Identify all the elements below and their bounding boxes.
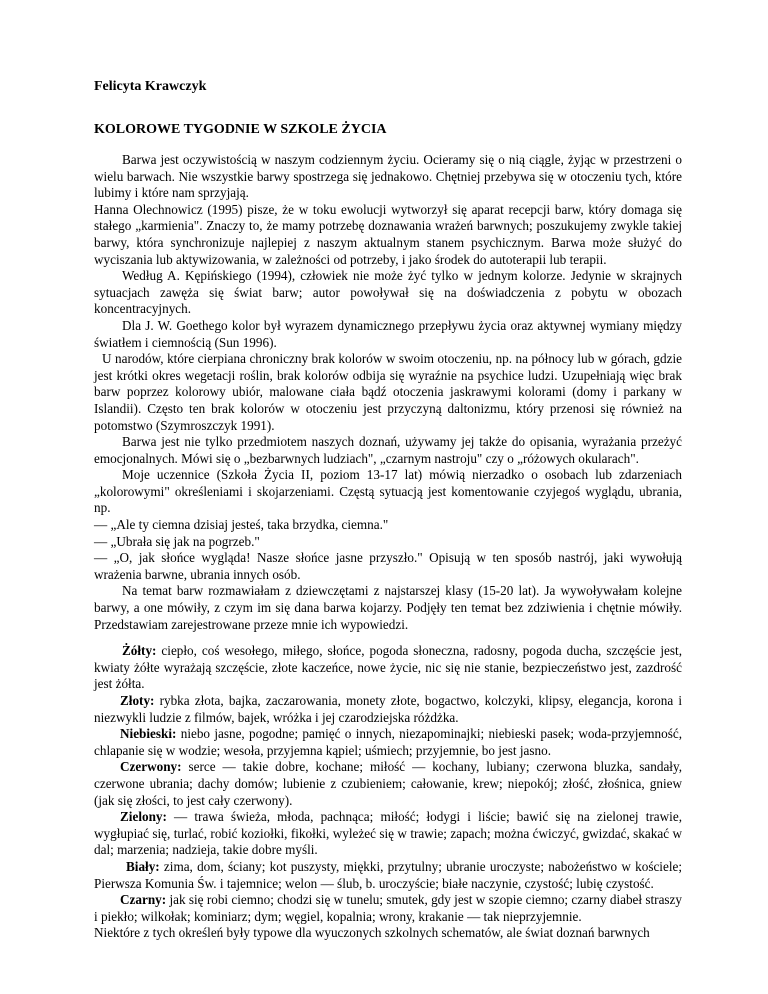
paragraph: Według A. Kępińskiego (1994), człowiek nie może żyć tylko w jednym kolorze. Jedynie w skrajnych sytuacjach zawęża się świat barw; autor powoływał się na doświadczenia z pobytu w obozach koncentracyjnych. (94, 268, 682, 317)
color-name: Biały: (126, 858, 160, 874)
spacer (94, 633, 682, 643)
final-line: Niektóre z tych określeń były typowe dla wyuczonych szkolnych schematów, ale świat doznań barwnych (94, 925, 650, 941)
color-description: ciepło, coś wesołego, miłego, słońce, pogoda słoneczna, radosny, pogoda ducha, szczęście jest, kwiaty żółte wyrażają szczęście, złote kaczeńce, nowe życie, nic się nie stanie, bezpieczeństwo jest, zazdrość jest żółta. (94, 643, 682, 692)
quote-line: — „O, jak słońce wygląda! Nasze słońce jasne przyszło." Opisują w ten sposób nastrój, jaki wywołują wrażenia barwne, ubrania innych osób. (94, 550, 682, 582)
color-description: niebo jasne, pogodne; pamięć o innych, niezapominajki; niebieski pasek; woda-przyjemność, chlapanie się w wodzie; wesoła, przyjemna kąpiel; uśmiech; przyjemnie, bo jest jasno. (94, 726, 682, 758)
author-name: Felicyta Krawczyk (94, 79, 207, 94)
color-entry (94, 643, 682, 693)
color-description: jak się robi ciemno; chodzi się w tunelu; smutek, gdy jest w szopie ciemno; czarny diabeł straszy i piekło; wilkołak; kominiarz; dym; węgiel, kopalnia; wrony, krakanie — tak nieprzyjemnie. (94, 892, 682, 924)
article-title: KOLOROWE TYGODNIE W SZKOLE ŻYCIA (94, 122, 387, 137)
color-name: Czerwony: (120, 759, 182, 775)
color-description: — trawa świeża, młoda, pachnąca; miłość; łodygi i liście; bawić się na zielonej trawie, wygłupiać się, turlać, robić koziołki, fikołki, wyleżeć się w trawie; zapach; można ćwiczyć, gwizdać, skakać w dal; marzenia; nadzieja, takie dobre myśli. (94, 809, 682, 858)
color-list (94, 643, 682, 925)
quote-line: — „Ubrała się jak na pogrzeb." (94, 533, 260, 549)
paragraph: Barwa jest oczywistością w naszym codziennym życiu. Ocieramy się o nią ciągle, żyjąc w przestrzeni o wielu barwach. Nie wszystkie barwy spostrzega się jednakowo. Chętniej przebywa się w otoczeniu tych, które lubimy i które nam sprzyjają. (94, 152, 682, 201)
paragraph: U narodów, które cierpiana chroniczny brak kolorów w swoim otoczeniu, np. na północy lub w górach, gdzie jest krótki okres wegetacji roślin, brak kolorów odbija się wyraźnie na psychice ludzi. Uzupełniają więc brak barw poprzez kolorowy ubiór, malowane ciała bądź otoczenia jaskrawymi kolorami (domy i parkany w Islandii). Często ten brak kolorów w otoczeniu jest przyczyną daltonizmu, który przenosi się również na potomstwo (Szymroszczyk 1991). (94, 351, 682, 433)
color-entry (94, 759, 682, 809)
color-description: zima, dom, ściany; kot puszysty, miękki, przytulny; ubranie uroczyste; nabożeństwo w kościele; Pierwsza Komunia Św. i tajemnice; welon — ślub, b. uroczyście; białe naczynie, czystość; lubię czystość. (94, 858, 682, 891)
paragraph: Na temat barw rozmawiałam z dziewczętami z najstarszej klasy (15-20 lat). Ja wywoływałam kolejne barwy, a one mówiły, z czym im się dana barwa kojarzy. Podjęły ten temat bez zdziwienia i chętnie mówiły. Przedstawiam zarejestrowane przeze mnie ich wypowiedzi. (94, 583, 682, 632)
paragraph: Hanna Olechnowicz (1995) pisze, że w toku ewolucji wytworzył się aparat recepcji barw, który domaga się stałego „karmienia". Znaczy to, że mamy potrzebę doznawania wrażeń barwnych; poszukujemy zwykle takiej barwy, która synchronizuje najlepiej z naszym aktualnym stanem psychicznym. Barwa może służyć do wyciszania lub aktywizowania, w zależności od potrzeby, i jako środek do autoterapii lub terapii. (94, 201, 682, 267)
color-entry (94, 859, 682, 892)
color-entry (94, 726, 682, 759)
color-entry (94, 892, 682, 925)
color-name: Czarny: (120, 892, 167, 908)
color-name: Niebieski: (120, 726, 177, 742)
color-name: Złoty: (120, 693, 155, 708)
color-entry (94, 809, 682, 859)
color-entry (94, 693, 682, 726)
paragraph: Barwa jest nie tylko przedmiotem naszych doznań, używamy jej także do opisania, wyrażania przeżyć emocjonalnych. Mówi się o „bezbarwnych ludziach", „czarnym nastroju" czy o „różowych okularach". (94, 434, 682, 466)
quote-line: — „Ale ty ciemna dzisiaj jesteś, taka brzydka, ciemna." (94, 517, 389, 533)
color-description: serce — takie dobre, kochane; miłość — kochany, lubiany; czerwona bluzka, sandały, czerwone ubrania; dachy domów; lubienie z czubieniem; całowanie, krew; niepokój; złość, złośnica, gniew (jak się złości, to jest cały czerwony). (94, 759, 682, 808)
color-name: Zielony: (120, 809, 167, 825)
color-name: Żółty: (122, 643, 157, 659)
article-body (94, 152, 682, 942)
color-description: rybka złota, bajka, zaczarowania, monety złote, bogactwo, kolczyki, klipsy, elegancja, korona i niezwykli ludzie z filmów, bajek, wróżka i jej czarodziejska różdżka. (94, 693, 682, 725)
paragraph: Dla J. W. Goethego kolor był wyrazem dynamicznego przepływu życia oraz aktywnej wymiany między światłem i ciemnością (Sun 1996). (94, 317, 682, 350)
paragraph: Moje uczennice (Szkoła Życia II, poziom 13-17 lat) mówią nierzadko o osobach lub zdarzeniach „kolorowymi" określeniami i skojarzeniami. Częstą sytuacją jest komentowanie czyjegoś wyglądu, ubrania, np. (94, 467, 682, 516)
